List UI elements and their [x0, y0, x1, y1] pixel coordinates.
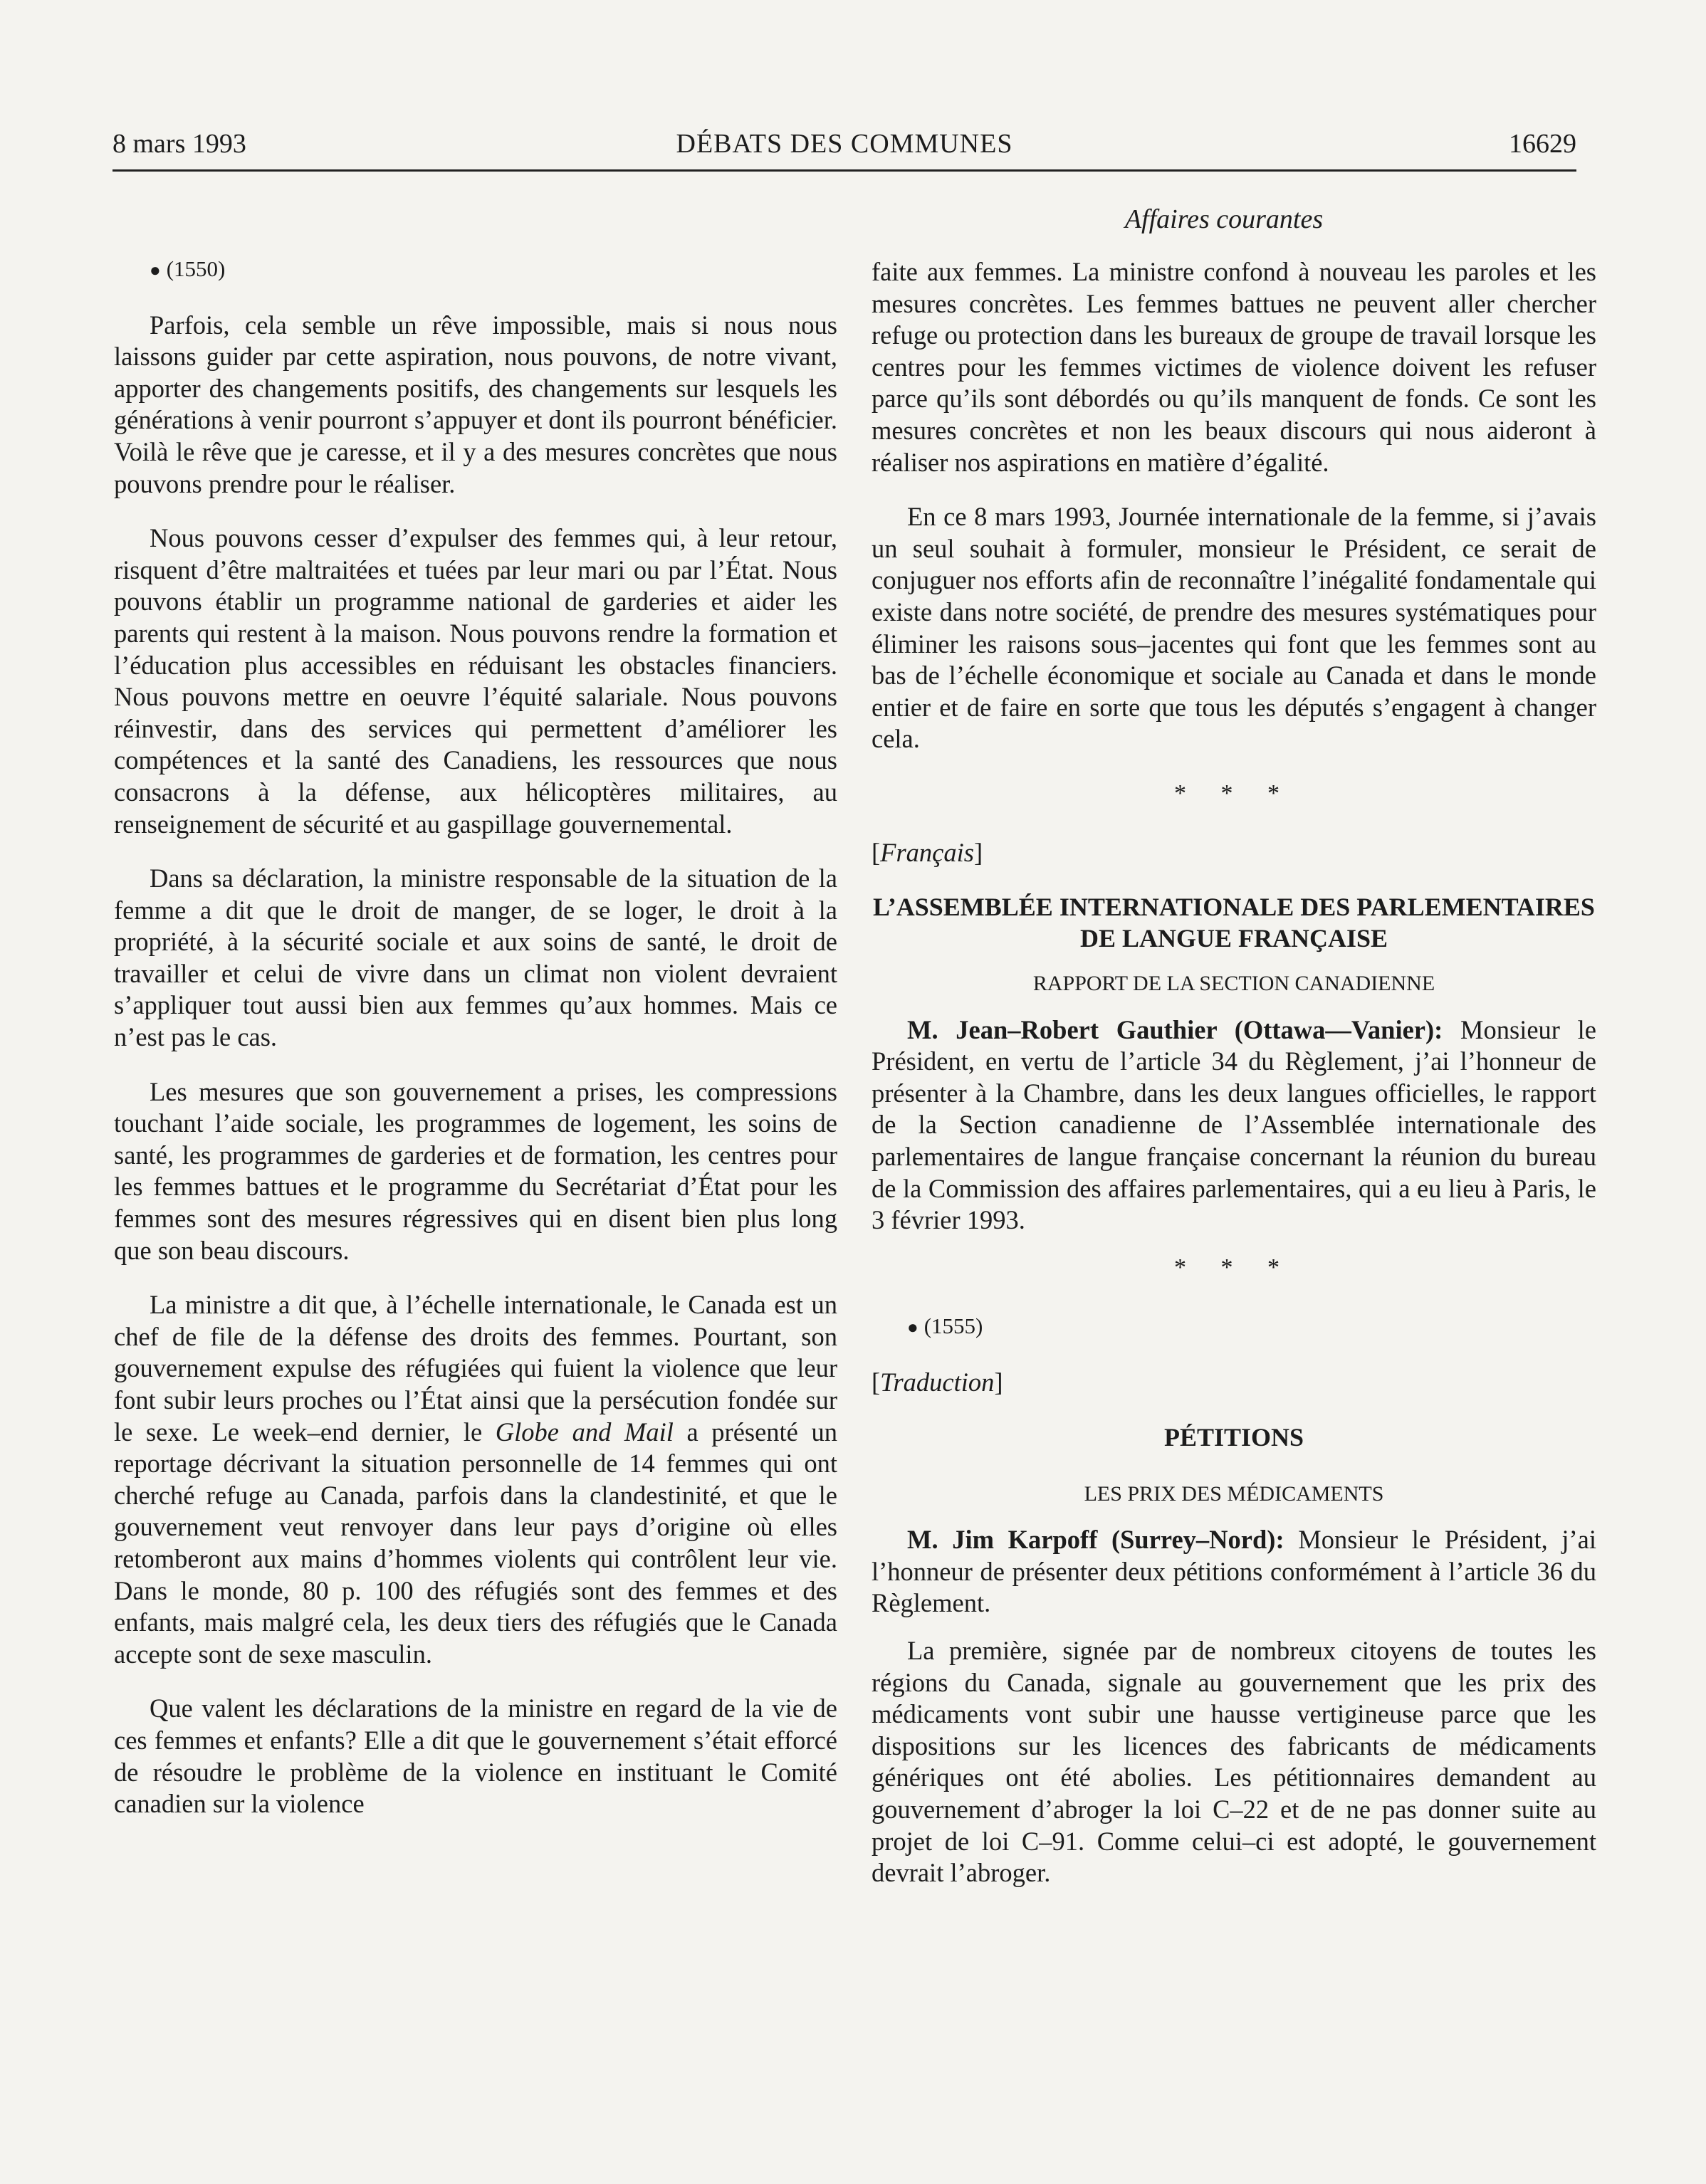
language-tag-text: Traduction	[880, 1367, 995, 1397]
language-tag: [Français]	[872, 837, 983, 867]
paragraph: Dans sa déclaration, la ministre responsable de la situation de la femme a dit que le droit de manger, de se loger, le droit à la propriété, à la sécurité sociale et aux soins de santé, le droit de travailler et celui de vivre dans un climat non violent devraient s’appliquer tout aussi bien aux femmes qu’aux hommes. Mais ce n’est pas le cas.	[114, 863, 837, 1052]
section-heading: PÉTITIONS	[1163, 1422, 1304, 1451]
section-subheading: LES PRIX DES MÉDICAMENTS	[1084, 1481, 1384, 1506]
section-heading: L’ASSEMBLÉE INTERNATIONALE DES PARLEMENTAIRES DE LANGUE FRANÇAISE	[873, 893, 1595, 953]
section-separator: * * *	[1174, 1254, 1294, 1281]
speech-text: Monsieur le Président, j’ai l’honneur de présenter deux pétitions conformément à l’article 36 du Règlement.	[872, 1525, 1597, 1618]
left-column	[114, 253, 837, 1843]
bullet-icon: ●	[907, 1317, 919, 1338]
bullet-icon: ●	[150, 260, 161, 280]
speech-paragraph	[872, 1524, 1596, 1619]
section-subheading: RAPPORT DE LA SECTION CANADIENNE	[1032, 972, 1435, 996]
header-date: 8 mars 1993	[112, 129, 246, 159]
speaker-name: M. Jim Karpoff (Surrey–Nord):	[907, 1525, 1284, 1555]
paragraph: Nous pouvons cesser d’expulser des femmes qui, à leur retour, risquent d’être maltraitées et tuées par leur mari ou par l’État. Nous pouvons établir un programme national de garderies et aider les parents qui restent à la maison. Nous pouvons rendre la formation et l’éducation plus accessibles en réduisant les obstacles financiers. Nous pouvons mettre en oeuvre l’équité salariale. Nous pouvons réinvestir, dans des services qui permettent d’améliorer les compétences et la santé des Canadiens, les ressources que nous consacrons à la défense, aux hélicoptères militaires, au renseignement de sécurité et au gaspillage gouvernemental.	[114, 523, 837, 839]
time-marker-text: (1555)	[923, 1313, 983, 1339]
section-separator: * * *	[1174, 779, 1294, 807]
speech-text: Monsieur le Président, en vertu de l’article 34 du Règlement, j’ai l’honneur de présenter à la Chambre, dans les deux langues officielles, le rapport de la Section canadienne de l’Assemblée internationale des parlementaires de langue française concernant la réunion du bureau de la Commission des affaires parlementaires, qui a eu lieu à Paris, le 3 février 1993.	[872, 1014, 1596, 1235]
language-tag-text: Français	[880, 837, 974, 867]
time-marker	[114, 253, 837, 287]
time-marker-text: (1550)	[166, 256, 226, 281]
header-title: DÉBATS DES COMMUNES	[676, 129, 1013, 159]
header-page-number: 16629	[1509, 129, 1576, 159]
paragraph: faite aux femmes. La ministre confond à nouveau les paroles et les mesures concrètes. Les femmes battues ne peuvent aller chercher refuge ou protection dans les bureaux de groupe de travail lorsque les centres pour les femmes victimes de violence doivent les refuser parce qu’ils sont débordés ou qu’ils manquent de fonds. Ce sont les mesures concrètes et non les beaux discours qui nous aideront à réaliser nos aspirations en matière d’égalité.	[872, 257, 1596, 477]
paragraph-text: a présenté un reportage décrivant la situation personnelle de 14 femmes qui ont cherché refuge au Canada, parfois dans la clandestinité, et que le gouvernement veut renvoyer dans leur pays d’origine où elles retomberont aux mains d’hommes violents qui contrôlent leur vie. Dans le monde, 80 p. 100 des réfugiés sont des femmes et des enfants, mais malgré cela, les deux tiers des réfugiés que le Canada accepte sont de sexe masculin.	[114, 1417, 837, 1669]
time-marker	[872, 1311, 1596, 1344]
paragraph	[114, 1289, 837, 1670]
paragraph: Parfois, cela semble un rêve impossible, mais si nous nous laissons guider par cette aspiration, nous pouvons, de notre vivant, apporter des changements positifs, des changements sur lesquels les générations à venir pourront s’appuyer et dont ils pourront bénéficier. Voilà le rêve que je caresse, et il y a des mesures concrètes que nous pouvons prendre pour le réaliser.	[114, 310, 837, 498]
paragraph: Les mesures que son gouvernement a prises, les compressions touchant l’aide sociale, les programmes de logement, les soins de santé, les programmes de garderies et de formation, les centres pour les femmes battues et le programme du Secrétariat d’État pour les femmes sont des mesures régressives qui en disent bien plus long que son beau discours.	[114, 1076, 837, 1265]
paragraph-text: La ministre a dit que, à l’échelle internationale, le Canada est un chef de file de la défense des droits des femmes. Pourtant, son gouvernement expulse des réfugiées qui fuient la violence que leur font subir leurs proches ou l’État ainsi que la persécution fondée sur le sexe. Le week–end dernier, le	[114, 1290, 837, 1447]
section-label: Affaires courantes	[1124, 204, 1324, 234]
page-header	[112, 128, 1576, 172]
speaker-name: M. Jean–Robert Gauthier (Ottawa—Vanier):	[907, 1014, 1443, 1044]
paragraph: La première, signée par de nombreux citoyens de toutes les régions du Canada, signale au gouvernement que les prix des médicaments vont subir une hausse vertigineuse parce que les dispositions sur les licences des fabricants de médicaments génériques ont été abolies. Les pétitionnaires demandent au gouvernement d’abroger la loi C–22 et de ne pas donner suite au projet de loi C–91. Comme celui–ci est adopté, le gouvernement devrait l’abroger.	[872, 1636, 1596, 1888]
speech-paragraph	[872, 1014, 1596, 1237]
right-column	[872, 256, 1596, 1912]
paragraph: Que valent les déclarations de la ministre en regard de la vie de ces femmes et enfants? Elle a dit que le gouvernement s’était efforcé de résoudre le problème de la violence en instituant le Comité canadien sur la violence	[114, 1694, 837, 1819]
paragraph: En ce 8 mars 1993, Journée internationale de la femme, si j’avais un seul souhait à formuler, monsieur le Président, ce serait de conjuguer nos efforts afin de reconnaître l’inégalité fondamentale qui existe dans notre société, de prendre des mesures systématiques pour éliminer les raisons sous–jacentes qui font que les femmes sont au bas de l’échelle économique et sociale au Canada et dans le monde entier et de faire en sorte que tous les députés s’engagent à changer cela.	[872, 502, 1596, 754]
newspaper-title: Globe and Mail	[495, 1417, 674, 1447]
language-tag: [Traduction]	[872, 1367, 1003, 1397]
